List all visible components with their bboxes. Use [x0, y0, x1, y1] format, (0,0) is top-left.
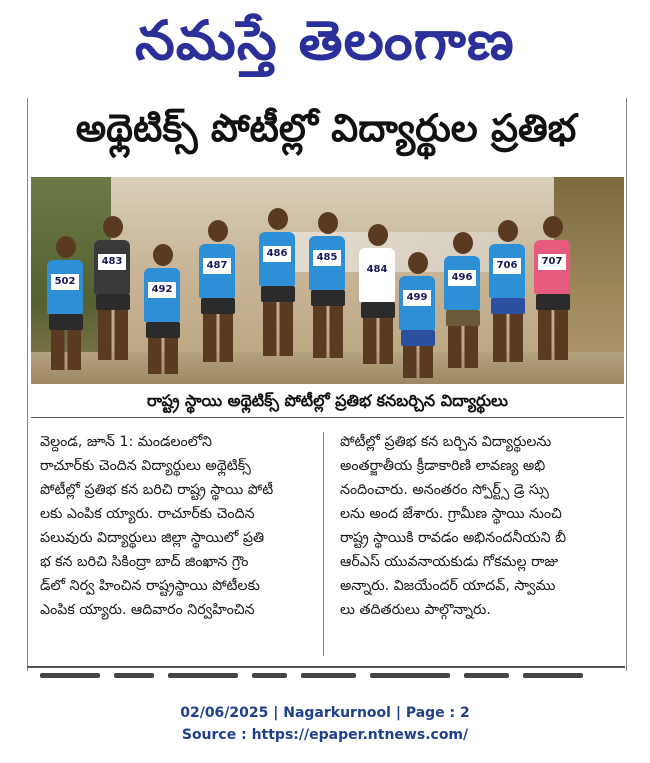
student-figure [199, 220, 237, 362]
article-headline: అథ్లెటిక్స్ పోటీల్లో విద్యార్థుల ప్రతిభ [75, 106, 577, 150]
text-line: రాచూర్‌కు చెందిన విద్యార్థులు అథ్లెటిక్స్ [40, 458, 251, 474]
bib-number: 707 [538, 254, 566, 270]
text-line: పోటీల్లో ప్రతిభ కన బర్చిన విద్యార్థులను [340, 434, 552, 450]
text-line: లను అంద జేశారు. గ్రామీణ స్థాయి నుంచి [340, 506, 562, 522]
text-line: ఎంపిక య్యారు. ఆదివారం నిర్వహించిన [40, 602, 255, 618]
bib-number: 487 [203, 258, 231, 274]
footer-source-link[interactable]: Source : https://epaper.ntnews.com/ [181, 727, 469, 743]
student-figure [259, 208, 297, 356]
bib-number: 486 [263, 246, 291, 262]
bib-number: 499 [403, 290, 431, 306]
text-line: లకు ఎంపిక య్యారు. రాచూర్‌కు చెందిన [40, 506, 255, 522]
article-column-left [40, 430, 320, 658]
cut-off-text-row [40, 673, 620, 685]
text-line: భ కన బరిచి సికింద్రా బాద్ జింఖాన గ్రౌం [40, 554, 249, 570]
student-figure [489, 220, 527, 362]
student-figure [444, 232, 482, 368]
column-divider [323, 432, 324, 656]
bib-number: 484 [363, 262, 391, 278]
student-figure [534, 216, 572, 360]
student-figure [309, 212, 347, 358]
bib-number: 496 [448, 270, 476, 286]
bib-number: 706 [493, 258, 521, 274]
photo-caption: రాష్ట్ర స్థాయి అథ్లెటిక్స్ పోటీల్లో ప్రతిభ కనబర్చిన విద్యార్థులు [31, 387, 624, 418]
student-figure [47, 236, 85, 370]
text-line: పలువురు విద్యార్థులు జిల్లా స్థాయిలో ప్రతి [40, 530, 265, 546]
masthead-title: నమస్తే తెలంగాణ [135, 8, 515, 72]
text-line: నందించారు. అనంతరం స్పోర్ట్స్ డ్రె స్సు [340, 482, 549, 498]
text-line: పోటీల్లో ప్రతిభ కన బరిచి రాష్ట్ర స్థాయి పోటీ [40, 482, 274, 498]
bib-number: 483 [98, 254, 126, 270]
text-line: అంతర్జాతీయ క్రీడాకారిణి లావణ్య అభి [340, 458, 546, 474]
epaper-footer [0, 702, 650, 746]
bib-number: 492 [148, 282, 176, 298]
text-line: ఆర్ఎస్ యువనాయకుడు గోకమల్ల రాజు [340, 554, 559, 570]
footer-date-line: 02/06/2025 | Nagarkurnool | Page : 2 [180, 705, 470, 721]
text-line: అన్నారు. విజయేందర్ యాదవ్, స్వాము [340, 578, 556, 594]
article-photo [31, 177, 624, 384]
student-figure [359, 224, 397, 364]
text-line: వెల్దండ, జూన్ 1: మండలంలోని [40, 434, 212, 450]
student-figure [94, 216, 132, 360]
text-line: రాష్ట్ర స్థాయికి రావడం అభినందనీయని బీ [340, 530, 567, 546]
student-figure [144, 244, 182, 374]
bottom-rule [27, 666, 625, 668]
article-column-right [340, 430, 620, 658]
student-figure [399, 252, 437, 378]
text-line: లు తదితరులు పాల్గొన్నారు. [340, 602, 491, 618]
bib-number: 502 [51, 274, 79, 290]
newspaper-masthead [0, 6, 650, 74]
bib-number: 485 [313, 250, 341, 266]
text-line: డ్‌లో నిర్వ హించిన రాష్ట్రస్థాయి పోటీలకు [40, 578, 260, 594]
